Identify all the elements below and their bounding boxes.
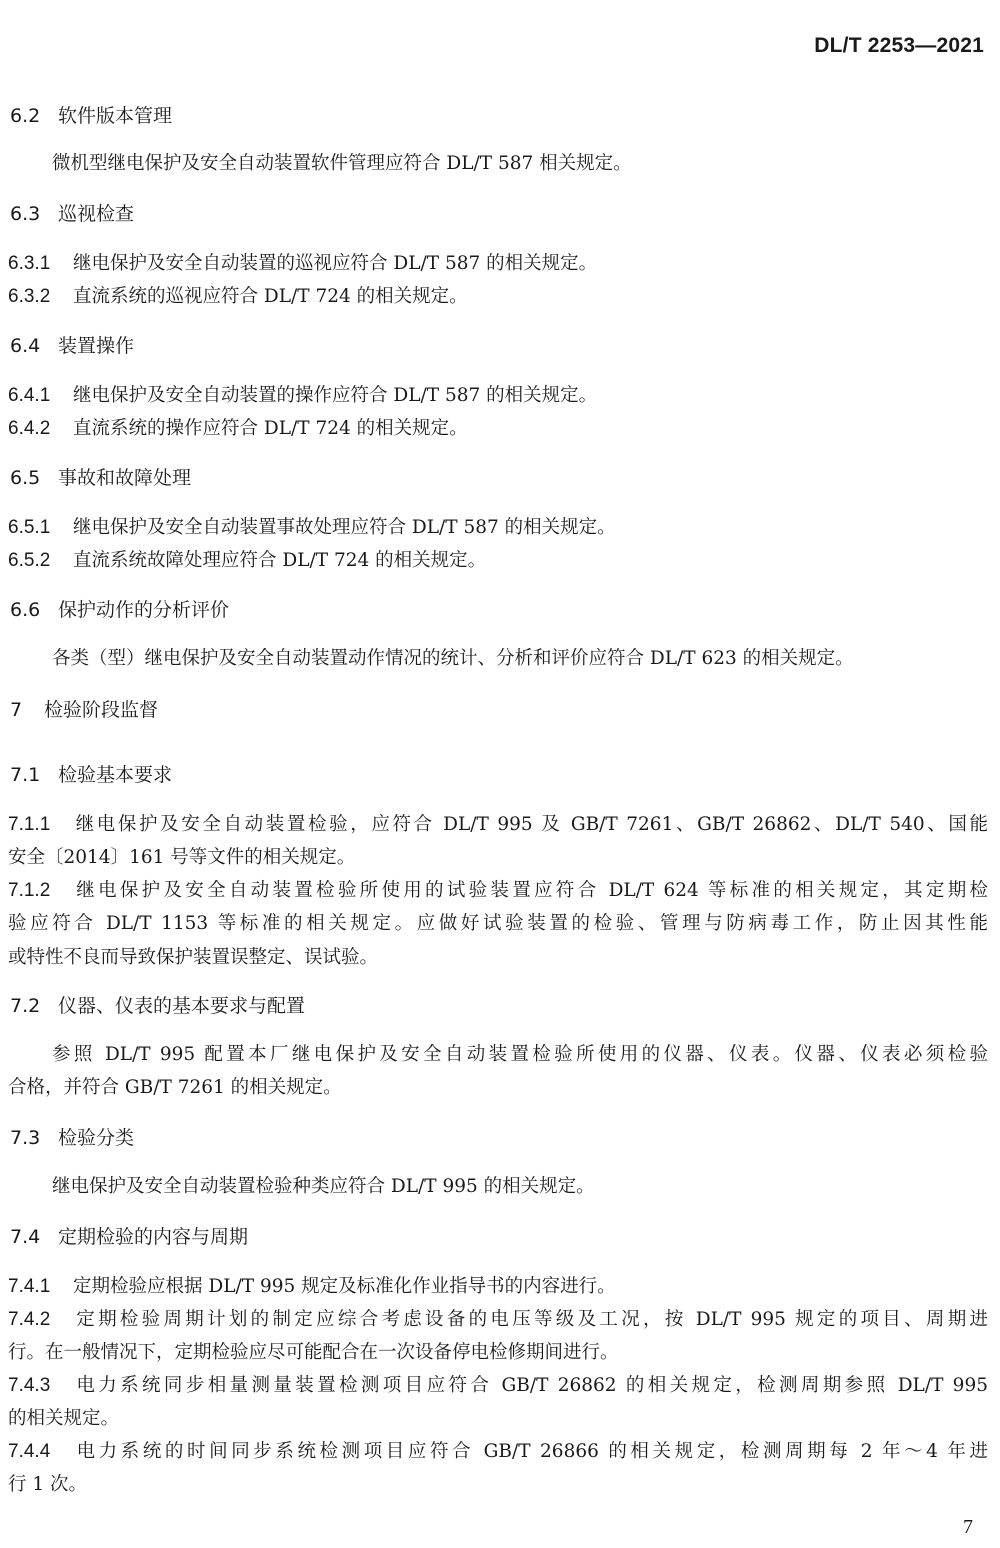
clause-text: 定期检验周期计划的制定应综合考虑设备的电压等级及工况，按 DL/T 995 规定的项目、周期进 bbox=[73, 1309, 988, 1330]
clause-number: 6.3 bbox=[10, 203, 41, 225]
clause-number: 7.3 bbox=[10, 1127, 41, 1149]
heading-6-6 bbox=[10, 594, 229, 626]
clause-text: 继电保护及安全自动装置检验，应符合 DL/T 995 及 GB/T 7261、GB/T 26862、DL/T 540、国能 bbox=[73, 814, 988, 835]
paragraph-7-2: 参照 DL/T 995 配置本厂继电保护及安全自动装置检验所使用的仪器、仪表。仪器、仪表必须检验 bbox=[52, 1044, 988, 1065]
clause-7-1-1 bbox=[8, 809, 988, 841]
clause-number: 7.4.2 bbox=[8, 1309, 51, 1330]
clause-number: 6.5 bbox=[10, 467, 41, 489]
heading-6-3 bbox=[10, 198, 134, 230]
clause-text: 继电保护及安全自动装置的巡视应符合 DL/T 587 的相关规定。 bbox=[73, 253, 598, 274]
heading-7-4 bbox=[10, 1221, 248, 1253]
clause-text: 直流系统的操作应符合 DL/T 724 的相关规定。 bbox=[73, 418, 468, 439]
clause-7-4-2 bbox=[8, 1304, 988, 1336]
clause-text: 直流系统故障处理应符合 DL/T 724 的相关规定。 bbox=[73, 550, 487, 571]
clause-number: 7.2 bbox=[10, 995, 41, 1017]
clause-number: 7.4.3 bbox=[8, 1375, 51, 1396]
clause-text: 电力系统同步相量测量装置检测项目应符合 GB/T 26862 的相关规定，检测周期参照 DL/T 995 bbox=[73, 1375, 988, 1396]
clause-6-4-2 bbox=[8, 413, 468, 445]
clause-number: 7.4.4 bbox=[8, 1441, 51, 1462]
heading-7-2 bbox=[10, 990, 305, 1022]
clause-7-4-3 bbox=[8, 1370, 988, 1402]
clause-number: 7.1.1 bbox=[8, 814, 51, 835]
clause-number: 7 bbox=[10, 699, 23, 721]
clause-6-3-1 bbox=[8, 248, 597, 280]
clause-number: 6.4.2 bbox=[8, 418, 51, 439]
heading-7-3 bbox=[10, 1122, 134, 1154]
heading-title: 巡视检查 bbox=[58, 203, 135, 225]
clause-7-4-4-cont: 行 1 次。 bbox=[8, 1474, 88, 1495]
heading-title: 检验阶段监督 bbox=[44, 699, 159, 721]
heading-title: 仪器、仪表的基本要求与配置 bbox=[58, 995, 306, 1017]
clause-6-4-1 bbox=[8, 380, 597, 412]
clause-number: 7.1.2 bbox=[8, 880, 51, 901]
clause-7-1-2-cont: 验应符合 DL/T 1153 等标准的相关规定。应做好试验装置的检验、管理与防病毒工作，防止因其性能 bbox=[8, 913, 988, 934]
clause-7-4-2-cont: 行。在一般情况下，定期检验应尽可能配合在一次设备停电检修期间进行。 bbox=[8, 1342, 619, 1363]
heading-title: 软件版本管理 bbox=[58, 105, 173, 127]
standard-number-header: DL/T 2253—2021 bbox=[814, 34, 984, 57]
heading-title: 事故和故障处理 bbox=[58, 467, 192, 489]
clause-number: 7.4.1 bbox=[8, 1276, 51, 1297]
page-number: 7 bbox=[963, 1516, 973, 1538]
clause-number: 6.5.1 bbox=[8, 517, 51, 538]
clause-7-4-3-cont: 的相关规定。 bbox=[8, 1408, 120, 1429]
clause-text: 电力系统的时间同步系统检测项目应符合 GB/T 26866 的相关规定，检测周期每 2 年～4 年进 bbox=[73, 1441, 988, 1462]
clause-number: 6.4 bbox=[10, 335, 41, 357]
heading-7-1 bbox=[10, 759, 172, 791]
heading-title: 保护动作的分析评价 bbox=[58, 599, 230, 621]
paragraph-6-6: 各类（型）继电保护及安全自动装置动作情况的统计、分析和评价应符合 DL/T 623 的相关规定。 bbox=[52, 648, 854, 669]
clause-number: 6.5.2 bbox=[8, 550, 51, 571]
heading-title: 定期检验的内容与周期 bbox=[58, 1226, 249, 1248]
heading-6-4 bbox=[10, 330, 134, 362]
clause-7-4-4 bbox=[8, 1436, 988, 1468]
heading-title: 装置操作 bbox=[58, 335, 135, 357]
heading-6-2 bbox=[10, 100, 172, 132]
clause-7-1-1-cont: 安全〔2014〕161 号等文件的相关规定。 bbox=[8, 847, 356, 868]
heading-6-5 bbox=[10, 462, 191, 494]
clause-number: 6.2 bbox=[10, 105, 41, 127]
clause-7-1-2-cont: 或特性不良而导致保护装置误整定、误试验。 bbox=[8, 947, 379, 968]
clause-text: 定期检验应根据 DL/T 995 规定及标准化作业指导书的内容进行。 bbox=[73, 1276, 616, 1297]
clause-number: 7.4 bbox=[10, 1226, 41, 1248]
clause-text: 继电保护及安全自动装置的操作应符合 DL/T 587 的相关规定。 bbox=[73, 385, 598, 406]
clause-6-5-1 bbox=[8, 512, 616, 544]
clause-number: 6.4.1 bbox=[8, 385, 51, 406]
clause-6-3-2 bbox=[8, 281, 468, 313]
clause-text: 直流系统的巡视应符合 DL/T 724 的相关规定。 bbox=[73, 286, 468, 307]
heading-7 bbox=[10, 694, 158, 726]
clause-7-1-2 bbox=[8, 875, 988, 907]
heading-title: 检验基本要求 bbox=[58, 764, 173, 786]
clause-7-4-1 bbox=[8, 1271, 616, 1303]
clause-text: 继电保护及安全自动装置事故处理应符合 DL/T 587 的相关规定。 bbox=[73, 517, 616, 538]
clause-6-5-2 bbox=[8, 545, 486, 577]
heading-title: 检验分类 bbox=[58, 1127, 135, 1149]
paragraph-6-2: 微机型继电保护及安全自动装置软件管理应符合 DL/T 587 相关规定。 bbox=[52, 153, 632, 174]
clause-number: 6.6 bbox=[10, 599, 41, 621]
paragraph-7-2-cont: 合格，并符合 GB/T 7261 的相关规定。 bbox=[8, 1077, 342, 1098]
clause-number: 6.3.1 bbox=[8, 253, 51, 274]
clause-text: 继电保护及安全自动装置检验所使用的试验装置应符合 DL/T 624 等标准的相关规定，其定期检 bbox=[73, 880, 988, 901]
clause-number: 6.3.2 bbox=[8, 286, 51, 307]
paragraph-7-3: 继电保护及安全自动装置检验种类应符合 DL/T 995 的相关规定。 bbox=[52, 1176, 595, 1197]
clause-number: 7.1 bbox=[10, 764, 41, 786]
